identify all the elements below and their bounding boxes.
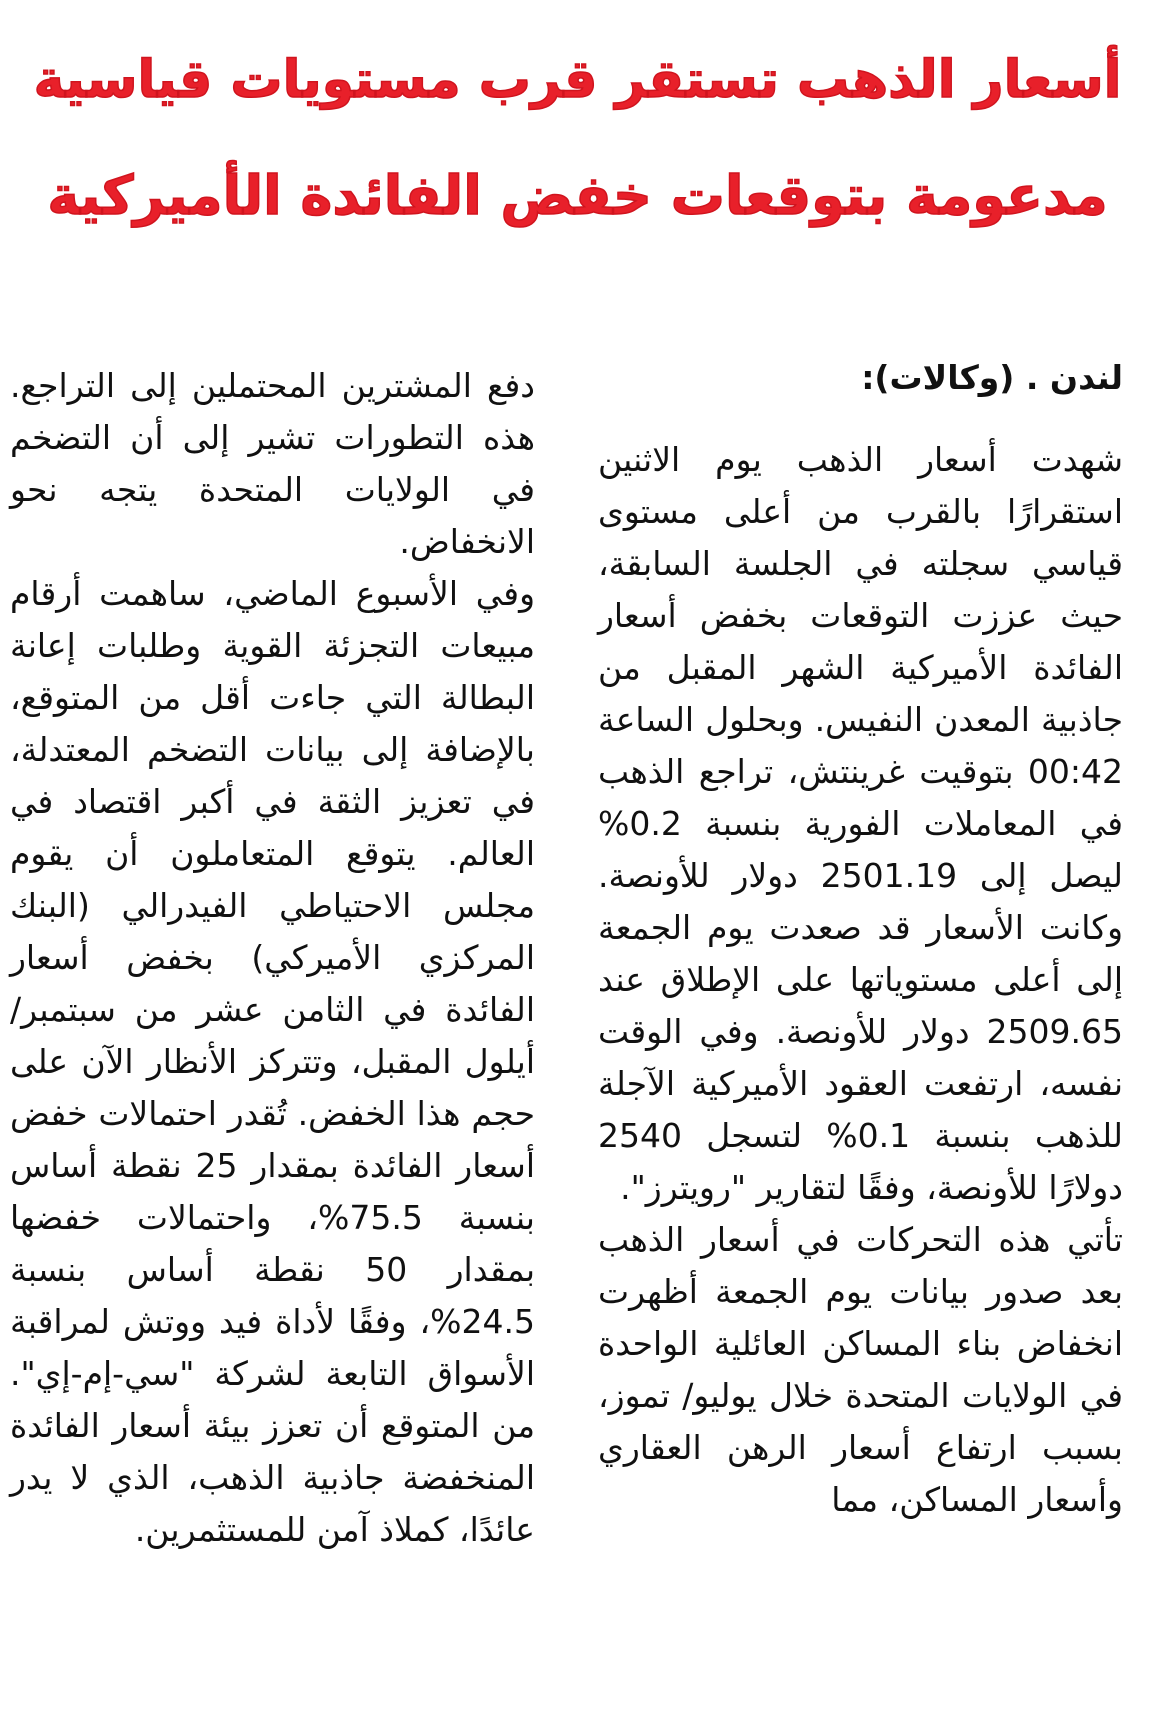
headline-line-2: مدعومة بتوقعات خفض الفائدة الأميركية: [47, 164, 1108, 227]
paragraph: دفع المشترين المحتملين إلى التراجع. هذه التطورات تشير إلى أن التضخم في الولايات المتحدة يتجه نحو الانخفاض.: [10, 366, 535, 561]
headline-line-1: أسعار الذهب تستقر قرب مستويات قياسية: [33, 50, 1122, 110]
dateline: لندن . (وكالات):: [861, 358, 1123, 397]
paragraph: وفي الأسبوع الماضي، ساهمت أرقام مبيعات التجزئة القوية وطلبات إعانة البطالة التي جاءت أقل من المتوقع، بالإضافة إلى بيانات التضخم المعتدلة، في تعزيز الثقة في أكبر اقتصاد في العالم. يتوقع المتعاملون أن يقوم مجلس الاحتياطي الفيدرالي (البنك المركزي الأميركي) بخفض أسعار الفائدة في الثامن عشر من سبتمبر/أيلول المقبل، وتتركز الأنظار الآن على حجم هذا الخفض. تُقدر احتمالات خفض أسعار الفائدة بمقدار 25 نقطة أساس بنسبة 75.5%، واحتمالات خفضها بمقدار 50 نقطة أساس بنسبة 24.5%، وفقًا لأداة فيد ووتش لمراقبة الأسواق التابعة لشركة "سي-إم-إي". من المتوقع أن تعزز بيئة أسعار الفائدة المنخفضة جاذبية الذهب، الذي لا يدر عائدًا، كملاذ آمن للمستثمرين.: [10, 574, 535, 1549]
right-column: [598, 352, 1123, 1526]
paragraph: تأتي هذه التحركات في أسعار الذهب بعد صدور بيانات يوم الجمعة أظهرت انخفاض بناء المساكن العائلية الواحدة في الولايات المتحدة خلال يوليو/ تموز، بسبب ارتفاع أسعار الرهن العقاري وأسعار المساكن، مما: [598, 1220, 1123, 1519]
left-column: [10, 360, 535, 1556]
paragraph: شهدت أسعار الذهب يوم الاثنين استقرارًا بالقرب من أعلى مستوى قياسي سجلته في الجلسة السابقة، حيث عززت التوقعات بخفض أسعار الفائدة الأميركية الشهر المقبل من جاذبية المعدن النفيس. وبحلول الساعة 00:42 بتوقيت غرينتش، تراجع الذهب في المعاملات الفورية بنسبة 0.2% ليصل إلى 2501.19 دولار للأونصة. وكانت الأسعار قد صعدت يوم الجمعة إلى أعلى مستوياتها على الإطلاق عند 2509.65 دولار للأونصة. وفي الوقت نفسه، ارتفعت العقود الأميركية الآجلة للذهب بنسبة 0.1% لتسجل 2540 دولارًا للأونصة، وفقًا لتقارير "رويترز".: [598, 440, 1123, 1207]
headline: [30, 22, 1125, 254]
